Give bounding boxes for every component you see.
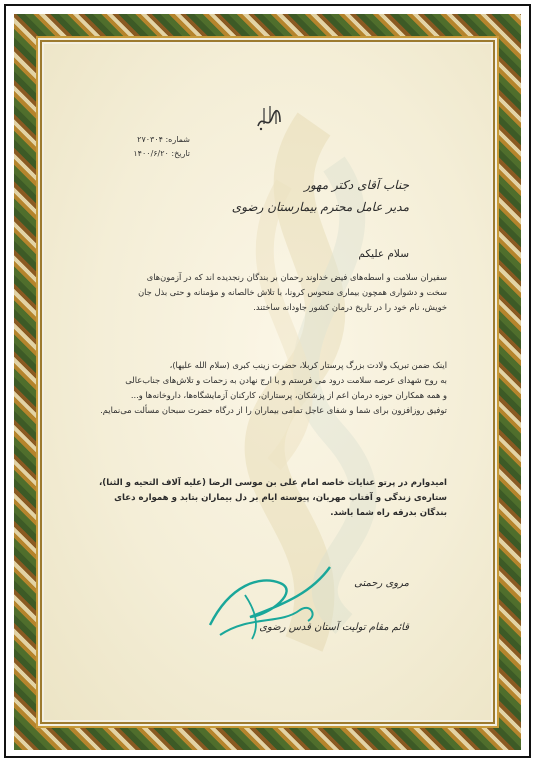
greeting: سلام علیکم: [358, 248, 409, 260]
paragraph-line: ستاره‌ی زندگی و آفتاب مهربان، پیوسته ایام بر دل بیماران بتابد و همواره دعای: [114, 493, 447, 503]
paragraph-line: به روح شهدای عرصه سلامت درود می فرستم و با ارج نهادن به زحمات و تلاش‌های جناب‌عالی: [125, 375, 447, 385]
paragraph-line: امیدوارم در پرتو عنایات خاصه امام علی بن موسی الرضا (علیه آلاف التحیه و الثنا)،: [99, 478, 447, 488]
paragraph-line: سخت و دشواری همچون بیماری منحوس کرونا، با تلاش خالصانه و مؤمنانه و حتی بذل جان: [138, 287, 447, 297]
paragraph-line: توفیق روزافزون برای شما و شفای عاجل تمامی بیماران را از درگاه حضرت سبحان مسألت می‌نمایم.: [100, 405, 447, 415]
paragraph-line: خویش، نام خود را در تاریخ درمان کشور جاودانه ساختند.: [253, 302, 447, 312]
paragraph-line: اینک ضمن تبریک ولادت بزرگ پرستار کربلا، حضرت زینب کبری (سلام الله علیها)،: [169, 360, 447, 370]
addressee-name: جناب آقای دکتر مهور: [304, 178, 409, 192]
paragraph-3: [92, 476, 447, 521]
addressee-title: مدیر عامل محترم بیمارستان رضوی: [231, 200, 409, 214]
letter-date: تاریخ: ۱۴۰۰/۶/۲۰: [133, 149, 190, 158]
signer-name: مروی رحمتی: [354, 578, 409, 589]
bismillah-emblem-icon: [252, 100, 286, 134]
paragraph-2: [92, 358, 447, 418]
letter-number: شماره: ۲۷۰۳۰۴: [137, 135, 190, 144]
paragraph-1: [92, 270, 447, 315]
paragraph-line: و همه همکاران حوزه درمان اعم از پزشکان، پرستاران، کارکنان آزمایشگاه‌ها، داروخانه‌ها و...: [130, 390, 447, 400]
paragraph-line: سفیران سلامت و اسطه‌های فیض خداوند رحمان بر بندگان رنجدیده اند که در آزمون‌های: [146, 272, 447, 282]
letter-meta: [100, 133, 190, 161]
signer-title: قائم مقام تولیت آستان قدس رضوی: [259, 622, 409, 633]
paragraph-line: بندگان بدرقه راه شما باشد.: [330, 508, 447, 518]
